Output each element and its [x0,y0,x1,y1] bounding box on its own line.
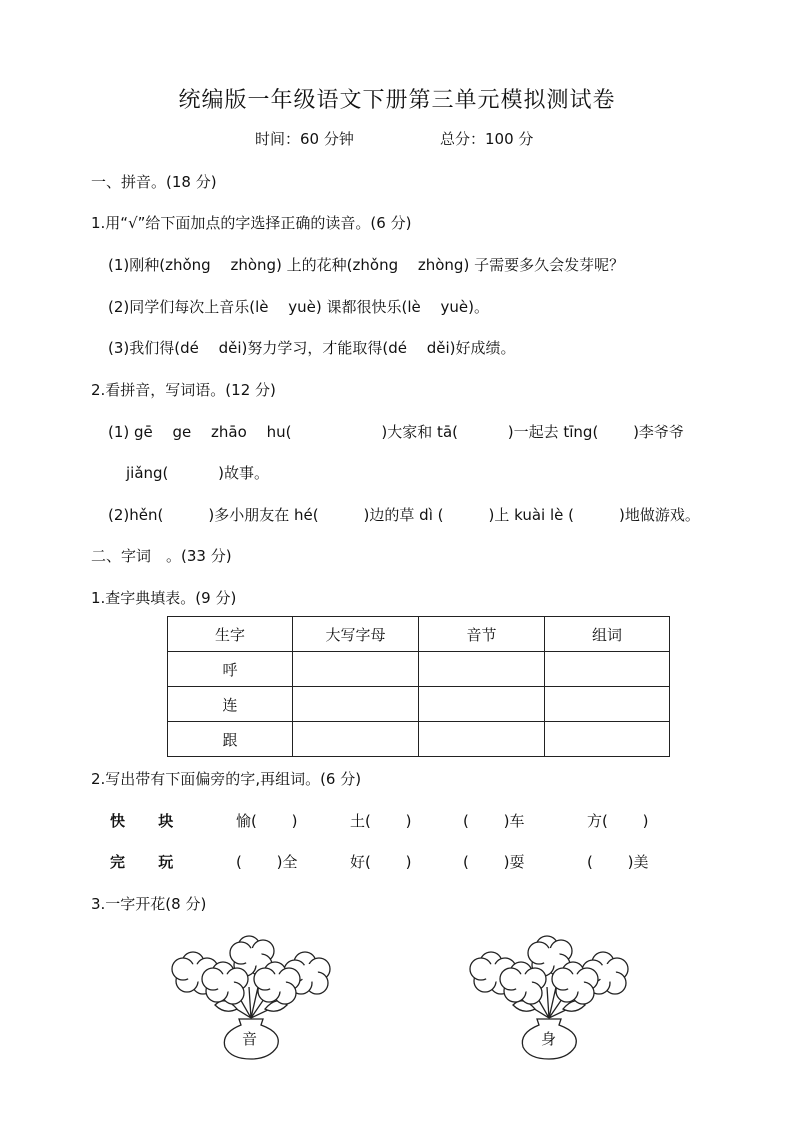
radical-blank: ( )耍 [463,853,525,871]
table-cell-blank[interactable] [545,687,670,722]
table-header-cell: 大写字母 [293,617,419,652]
table-cell-character: 连 [168,687,293,722]
radical-blank: 好( ) [350,853,412,871]
table-header-row [168,617,670,652]
question-1-2-item-1-cont: jiǎng( )故事。 [126,464,270,482]
dictionary-table [167,616,670,757]
vase-character-1: 音 [242,1030,258,1048]
radical-blank: ( )美 [587,853,649,871]
table-row [168,722,670,757]
question-2-3-heading: 3.一字开花(8 分) [91,895,207,913]
question-1-1-heading: 1.用“√”给下面加点的字选择正确的读音。(6 分) [91,214,412,232]
section-2-heading: 二、字词 。(33 分) [91,547,232,565]
radical-blank: 愉( ) [236,812,298,830]
table-cell-blank[interactable] [419,722,545,757]
table-cell-blank[interactable] [293,652,419,687]
question-1-1-item-1: (1)刚种(zhǒng zhòng) 上的花种(zhǒng zhòng) 子需要多久会发芽呢？ [108,256,625,274]
table-cell-blank[interactable] [293,687,419,722]
table-header-cell: 音节 [419,617,545,652]
question-1-2-item-1: (1) gē ge zhāo hu( )大家和 tā( )一起去 tīng( )李爷爷 [108,423,684,441]
total-score: 总分：100 分 [440,130,534,148]
question-1-2-item-2: (2)hěn( )多小朋友在 hé( )边的草 dì ( )上 kuài lè ( )地做游戏。 [108,506,700,524]
table-cell-blank[interactable] [293,722,419,757]
table-cell-blank[interactable] [545,722,670,757]
vase-character-2: 身 [541,1030,557,1048]
table-header-cell: 组词 [545,617,670,652]
radical-blank: 土( ) [350,812,412,830]
section-1-heading: 一、拼音。(18 分) [91,173,217,191]
table-cell-blank[interactable] [419,687,545,722]
question-2-1-heading: 1.查字典填表。(9 分) [91,589,237,607]
question-2-2-heading: 2.写出带有下面偏旁的字,再组词。(6 分) [91,770,362,788]
radical-pair-2: 完 玩 [110,853,188,871]
table-cell-blank[interactable] [545,652,670,687]
question-1-1-item-3: (3)我们得(dé děi)努力学习，才能取得(dé děi)好成绩。 [108,339,516,357]
radical-blank: ( )车 [463,812,525,830]
table-cell-blank[interactable] [419,652,545,687]
question-1-1-item-2: (2)同学们每次上音乐(lè yuè) 课都很快乐(lè yuè)。 [108,298,489,316]
table-header-cell: 生字 [168,617,293,652]
table-row [168,687,670,722]
time-limit: 时间：60 分钟 [255,130,354,148]
table-row [168,652,670,687]
table-cell-character: 跟 [168,722,293,757]
question-1-2-heading: 2.看拼音，写词语。(12 分) [91,381,276,399]
page-title: 统编版一年级语文下册第三单元模拟测试卷 [178,88,616,113]
table-cell-character: 呼 [168,652,293,687]
radical-blank: ( )全 [236,853,298,871]
radical-pair-1: 快 块 [110,812,188,830]
radical-blank: 方( ) [587,812,649,830]
